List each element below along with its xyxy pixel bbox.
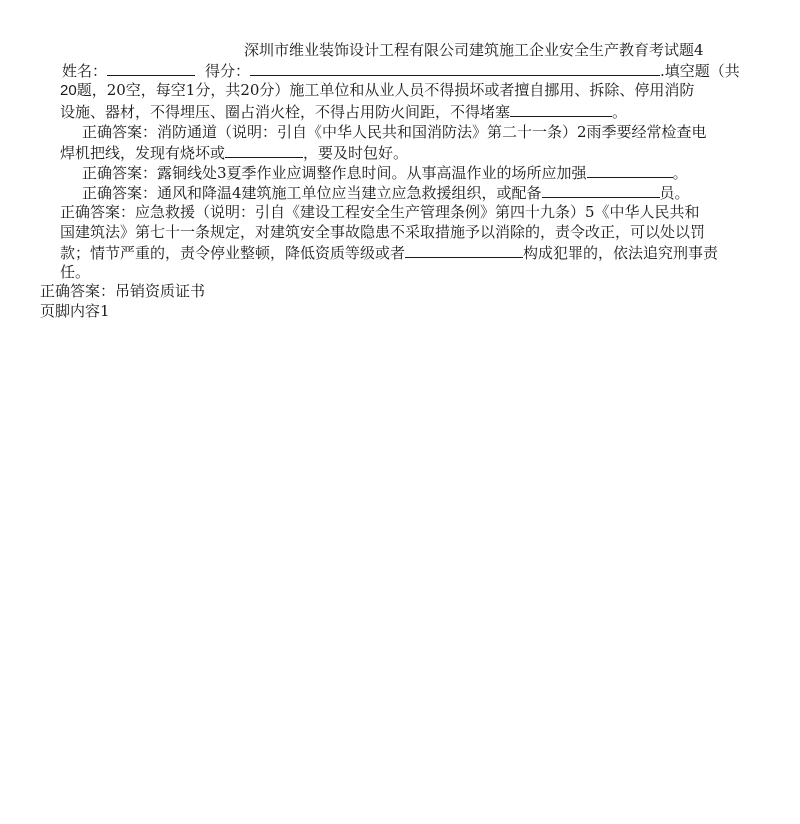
intro-line-2-end: 。 bbox=[612, 103, 628, 121]
intro-line-1-text: 题，20空，每空1分，共20分）施工单位和从业人员不得损坏或者擅自挪用、拆除、停用消防 bbox=[76, 81, 695, 99]
answer-3-line bbox=[82, 182, 690, 203]
intro-line-2-text: 设施、器材，不得埋压、圈占消火栓，不得占用防火间距，不得堵塞 bbox=[60, 103, 511, 121]
question-5-line-3 bbox=[60, 242, 718, 263]
document-title: 深圳市维业装饰设计工程有限公司建筑施工企业安全生产教育考试题4 bbox=[244, 41, 704, 59]
question-2-text: 焊机把线，发现有烧坏或 bbox=[60, 144, 226, 162]
blank-4 bbox=[542, 182, 660, 198]
answer-4-line-1: 正确答案：应急救援（说明：引自《建设工程安全生产管理条例》第四十九条）5《中华人民共和 bbox=[60, 203, 700, 221]
blank-2 bbox=[225, 142, 303, 158]
question-5-tail: 构成犯罪的，依法追究刑事责 bbox=[523, 244, 719, 262]
question-2-tail: ，要及时包好。 bbox=[303, 144, 409, 162]
footer-content: 页脚内容1 bbox=[40, 302, 110, 320]
header-line bbox=[62, 60, 740, 81]
intro-line-2 bbox=[60, 101, 627, 122]
blank-5 bbox=[405, 242, 523, 258]
answer-2-text: 正确答案：露铜线处3夏季作业应调整作息时间。从事高温作业的场所应加强 bbox=[82, 164, 587, 182]
question-5-line-4: 任。 bbox=[60, 263, 91, 281]
answer-3-text: 正确答案：通风和降温4建筑施工单位应当建立应急救援组织，或配备 bbox=[82, 184, 542, 202]
section-heading-tail: .填空题（共 bbox=[660, 62, 740, 80]
intro-line-1-num: 20 bbox=[60, 82, 77, 99]
question-2-line bbox=[60, 142, 408, 163]
score-label: 得分： bbox=[205, 62, 251, 80]
blank-3 bbox=[587, 162, 673, 178]
answer-2-line bbox=[82, 162, 688, 183]
question-5-line-2: 国建筑法》第七十一条规定，对建筑安全事故隐患不采取措施予以消除的，责令改正，可以处以罚 bbox=[60, 223, 706, 241]
blank-1 bbox=[510, 101, 612, 117]
name-label: 姓名： bbox=[62, 62, 108, 80]
answer-3-end: 员。 bbox=[659, 184, 690, 202]
name-blank bbox=[107, 60, 195, 76]
answer-5: 正确答案：吊销资质证书 bbox=[40, 282, 206, 300]
answer-2-end: 。 bbox=[672, 164, 688, 182]
intro-line-1 bbox=[60, 80, 694, 101]
score-blank bbox=[250, 60, 660, 76]
answer-1: 正确答案：消防通道（说明：引自《中华人民共和国消防法》第二十一条）2雨季要经常检查电 bbox=[82, 123, 707, 141]
question-5-text: 款；情节严重的，责令停业整顿，降低资质等级或者 bbox=[60, 244, 406, 262]
